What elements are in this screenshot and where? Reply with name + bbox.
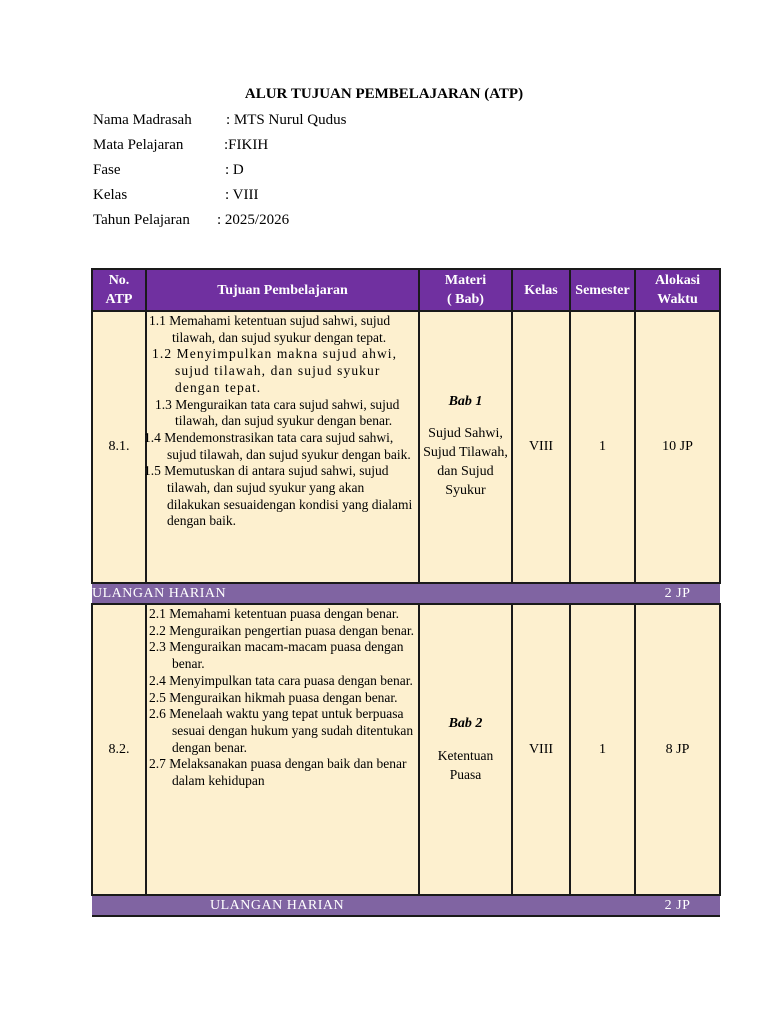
goal-item: 1.2 Menyimpulkan makna sujud ahwi, sujud tilawah, dan sujud syukur dengan tepat. — [152, 346, 398, 395]
meta-value: : MTS Nurul Qudus — [226, 112, 347, 128]
meta-label: Fase — [93, 162, 121, 178]
header-kelas: Kelas — [512, 269, 570, 311]
goal-item: 2.7 Melaksanakan puasa dengan baik dan benar dalam kehidupan — [149, 756, 407, 789]
topic-label: Ketentuan Puasa — [437, 747, 494, 782]
ulangan-jp: 2 JP — [635, 583, 720, 604]
header-no-atp: No. ATP — [92, 269, 146, 311]
ulangan-label: ULANGAN HARIAN — [92, 895, 635, 916]
table-row — [92, 311, 720, 583]
semester-cell: 1 — [570, 604, 635, 895]
goal-item: 1.5 Memutuskan di antara sujud sahwi, sujud tilawah, dan sujud syukur yang akan dilakukan sesuaidengan kondisi yang dialami dengan baik. — [144, 463, 413, 529]
goal-item: 1.3 Menguraikan tata cara sujud sahwi, sujud tilawah, dan sujud syukur dengan benar. — [155, 396, 400, 429]
atp-number: 8.1. — [92, 311, 146, 583]
alokasi-cell: 10 JP — [635, 311, 720, 583]
goal-item: 2.5 Menguraikan hikmah puasa dengan benar. — [149, 689, 398, 705]
meta-value: : D — [225, 162, 244, 178]
meta-label: Tahun Pelajaran — [93, 212, 190, 228]
meta-value: : 2025/2026 — [217, 212, 290, 228]
goal-item: 1.1 Memahami ketentuan sujud sahwi, sujud tilawah, dan sujud syukur dengan tepat. — [149, 313, 391, 345]
kelas-cell: VIII — [512, 311, 570, 583]
header-alokasi: Alokasi Waktu — [635, 269, 720, 311]
meta-label: Kelas — [93, 187, 128, 203]
alokasi-cell: 8 JP — [635, 604, 720, 895]
semester-cell: 1 — [570, 311, 635, 583]
bab-label: Bab 1 — [448, 394, 483, 409]
meta-label: Nama Madrasah — [93, 112, 192, 128]
goal-item: 1.4 Mendemonstrasikan tata cara sujud sahwi, sujud tilawah, dan sujud syukur dengan baik. — [144, 429, 411, 462]
atp-number: 8.2. — [92, 604, 146, 895]
bab-label: Bab 2 — [448, 715, 483, 731]
goal-item: 2.3 Menguraikan macam-macam puasa dengan benar. — [149, 639, 404, 672]
meta-label: Mata Pelajaran — [93, 137, 184, 153]
goals-cell — [146, 311, 419, 583]
goal-item: 2.6 Menelaah waktu yang tepat untuk berpuasa sesuai dengan hukum yang sudah ditentukan dengan benar. — [149, 706, 414, 755]
topic-label: Sujud Sahwi, Sujud Tilawah, dan Sujud Syukur — [423, 426, 508, 498]
meta-value: : VIII — [225, 187, 259, 203]
ulangan-harian-row — [92, 583, 720, 604]
atp-table — [91, 268, 721, 917]
table-row — [92, 604, 720, 895]
goal-item: 2.1 Memahami ketentuan puasa dengan benar. — [149, 606, 400, 621]
goal-item: 2.2 Menguraikan pengertian puasa dengan benar. — [149, 622, 415, 638]
ulangan-label: ULANGAN HARIAN — [92, 583, 635, 604]
table-header-row — [92, 269, 720, 311]
meta-value: :FIKIH — [224, 137, 269, 153]
ulangan-harian-row — [92, 895, 720, 916]
header-semester: Semester — [570, 269, 635, 311]
ulangan-jp: 2 JP — [635, 895, 720, 916]
document-title: ALUR TUJUAN PEMBELAJARAN (ATP) — [244, 86, 524, 102]
materi-cell — [419, 604, 512, 895]
header-tujuan: Tujuan Pembelajaran — [146, 269, 419, 311]
goals-cell — [146, 604, 419, 895]
goal-item: 2.4 Menyimpulkan tata cara puasa dengan benar. — [149, 672, 413, 688]
header-materi: Materi ( Bab) — [419, 269, 512, 311]
materi-cell — [419, 311, 512, 583]
kelas-cell: VIII — [512, 604, 570, 895]
